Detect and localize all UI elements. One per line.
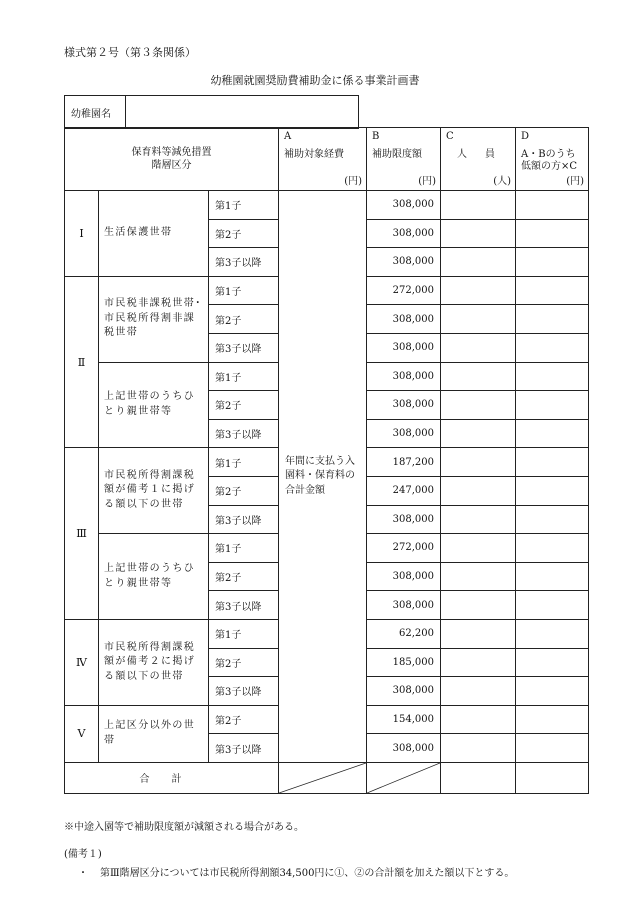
headcount-cell[interactable] [441, 448, 516, 477]
category-header [65, 128, 279, 191]
group-cell: 生活保護世帯 [99, 191, 209, 277]
header-a-code: A [284, 131, 292, 142]
remarks-heading: (備考１) [64, 849, 102, 860]
limit-cell: 308,000 [367, 191, 441, 220]
amount-cell[interactable] [516, 677, 589, 706]
amount-cell[interactable] [516, 219, 589, 248]
headcount-cell[interactable] [441, 476, 516, 505]
child-order-cell: 第3子以降 [209, 333, 279, 362]
header-row [65, 128, 589, 191]
total-headcount-cell[interactable] [441, 762, 516, 793]
child-order-cell: 第2子 [209, 476, 279, 505]
group-cell: 市民税非課税世帯･市民税所得割非課税世帯 [99, 276, 209, 362]
school-name-field[interactable] [126, 96, 359, 129]
child-order-cell: 第3子以降 [209, 419, 279, 448]
limit-cell: 308,000 [367, 362, 441, 391]
header-d-name-2: 低額の方×C [521, 161, 578, 172]
child-order-cell: 第1子 [209, 191, 279, 220]
category-cell: Ⅳ [65, 619, 99, 705]
group-cell: 上記世帯のうちひとり親世帯等 [99, 362, 209, 448]
limit-cell: 308,000 [367, 219, 441, 248]
amount-cell[interactable] [516, 648, 589, 677]
header-d-unit: (円) [566, 176, 584, 187]
child-order-cell: 第3子以降 [209, 677, 279, 706]
child-order-cell: 第2子 [209, 391, 279, 420]
limit-cell: 308,000 [367, 305, 441, 334]
child-order-cell: 第3子以降 [209, 734, 279, 763]
total-b-crossed-cell [367, 762, 441, 793]
group-cell: 上記区分以外の世帯 [99, 705, 209, 762]
bullet: ・ [78, 868, 88, 879]
category-cell: Ⅱ [65, 276, 99, 448]
child-order-cell: 第1子 [209, 534, 279, 563]
child-order-cell: 第1子 [209, 448, 279, 477]
headcount-cell[interactable] [441, 534, 516, 563]
limit-cell: 187,200 [367, 448, 441, 477]
child-order-cell: 第2子 [209, 648, 279, 677]
header-a-name: 補助対象経費 [284, 149, 344, 160]
amount-cell[interactable] [516, 619, 589, 648]
header-b-code: B [372, 131, 380, 142]
limit-cell: 308,000 [367, 248, 441, 277]
limit-cell: 308,000 [367, 419, 441, 448]
headcount-cell[interactable] [441, 305, 516, 334]
diagonal-strike [367, 763, 440, 793]
group-cell: 上記世帯のうちひとり親世帯等 [99, 534, 209, 620]
headcount-cell[interactable] [441, 191, 516, 220]
group-cell: 市民税所得割課税額が備考２に掲げる額以下の世帯 [99, 619, 209, 705]
remarks-item [78, 864, 514, 879]
headcount-cell[interactable] [441, 362, 516, 391]
school-name-label: 幼稚園名 [65, 96, 126, 129]
limit-cell: 308,000 [367, 734, 441, 763]
limit-cell: 154,000 [367, 705, 441, 734]
amount-cell[interactable] [516, 191, 589, 220]
header-c-code: C [446, 131, 454, 142]
headcount-cell[interactable] [441, 619, 516, 648]
limit-cell: 247,000 [367, 476, 441, 505]
headcount-cell[interactable] [441, 248, 516, 277]
amount-cell[interactable] [516, 248, 589, 277]
document-title: 幼稚園就園奨励費補助金に係る事業計画書 [210, 74, 420, 87]
amount-cell[interactable] [516, 562, 589, 591]
amount-cell[interactable] [516, 305, 589, 334]
limit-cell: 308,000 [367, 391, 441, 420]
limit-cell: 308,000 [367, 591, 441, 620]
amount-cell[interactable] [516, 448, 589, 477]
amount-cell[interactable] [516, 419, 589, 448]
child-order-cell: 第3子以降 [209, 591, 279, 620]
child-order-cell: 第1子 [209, 362, 279, 391]
headcount-cell[interactable] [441, 505, 516, 534]
child-order-cell: 第2子 [209, 705, 279, 734]
amount-cell[interactable] [516, 362, 589, 391]
amount-cell[interactable] [516, 476, 589, 505]
limit-cell: 308,000 [367, 562, 441, 591]
table-row [65, 191, 589, 220]
category-header-line1: 保育料等減免措置 [131, 146, 212, 158]
child-order-cell: 第1子 [209, 619, 279, 648]
header-a [279, 128, 367, 191]
headcount-cell[interactable] [441, 591, 516, 620]
headcount-cell[interactable] [441, 734, 516, 763]
diagonal-strike [279, 763, 366, 793]
category-cell: Ⅰ [65, 191, 99, 277]
group-cell: 市民税所得割課税額が備考１に掲げる額以下の世帯 [99, 448, 209, 534]
limit-cell: 62,200 [367, 619, 441, 648]
child-order-cell: 第3子以降 [209, 505, 279, 534]
header-a-unit: (円) [344, 176, 362, 187]
header-d [516, 128, 589, 191]
header-c-unit: (人) [493, 176, 511, 187]
amount-cell[interactable] [516, 591, 589, 620]
child-order-cell: 第3子以降 [209, 248, 279, 277]
limit-cell: 272,000 [367, 534, 441, 563]
headcount-cell[interactable] [441, 419, 516, 448]
header-d-code: D [521, 131, 530, 142]
eligible-expense-description: 年間に支払う入園料・保育料の合計金額 [279, 191, 367, 763]
header-c-name: 人員 [457, 149, 513, 160]
header-b-name: 補助限度額 [372, 149, 422, 160]
total-a-crossed-cell [279, 762, 367, 793]
child-order-cell: 第2子 [209, 305, 279, 334]
headcount-cell[interactable] [441, 677, 516, 706]
category-header-line2: 階層区分 [151, 160, 192, 171]
form-number: 様式第２号（第３条関係） [64, 46, 196, 59]
total-amount-cell[interactable] [516, 762, 589, 793]
child-order-cell: 第2子 [209, 562, 279, 591]
child-order-cell: 第1子 [209, 276, 279, 305]
headcount-cell[interactable] [441, 276, 516, 305]
plan-table [64, 127, 589, 794]
limit-cell: 185,000 [367, 648, 441, 677]
header-c [441, 128, 516, 191]
header-d-name-1: A・Bのうち [521, 149, 576, 160]
total-label: 合計 [65, 762, 279, 793]
header-b [367, 128, 441, 191]
headcount-cell[interactable] [441, 705, 516, 734]
header-b-unit: (円) [418, 176, 436, 187]
school-name-table [64, 95, 359, 129]
total-row [65, 762, 589, 793]
headcount-cell[interactable] [441, 333, 516, 362]
child-order-cell: 第2子 [209, 219, 279, 248]
limit-cell: 308,000 [367, 505, 441, 534]
remarks-text: 第Ⅲ階層区分については市民税所得割額34,500円に①、②の合計額を加えた額以下とする。 [100, 868, 515, 879]
amount-cell[interactable] [516, 333, 589, 362]
category-cell: Ⅲ [65, 448, 99, 620]
amount-cell[interactable] [516, 505, 589, 534]
headcount-cell[interactable] [441, 219, 516, 248]
headcount-cell[interactable] [441, 562, 516, 591]
amount-cell[interactable] [516, 534, 589, 563]
amount-cell[interactable] [516, 391, 589, 420]
amount-cell[interactable] [516, 705, 589, 734]
headcount-cell[interactable] [441, 648, 516, 677]
amount-cell[interactable] [516, 734, 589, 763]
reduction-note: ※中途入園等で補助限度額が減額される場合がある。 [64, 822, 304, 833]
category-cell: Ⅴ [65, 705, 99, 762]
limit-cell: 308,000 [367, 333, 441, 362]
amount-cell[interactable] [516, 276, 589, 305]
limit-cell: 272,000 [367, 276, 441, 305]
limit-cell: 308,000 [367, 677, 441, 706]
headcount-cell[interactable] [441, 391, 516, 420]
